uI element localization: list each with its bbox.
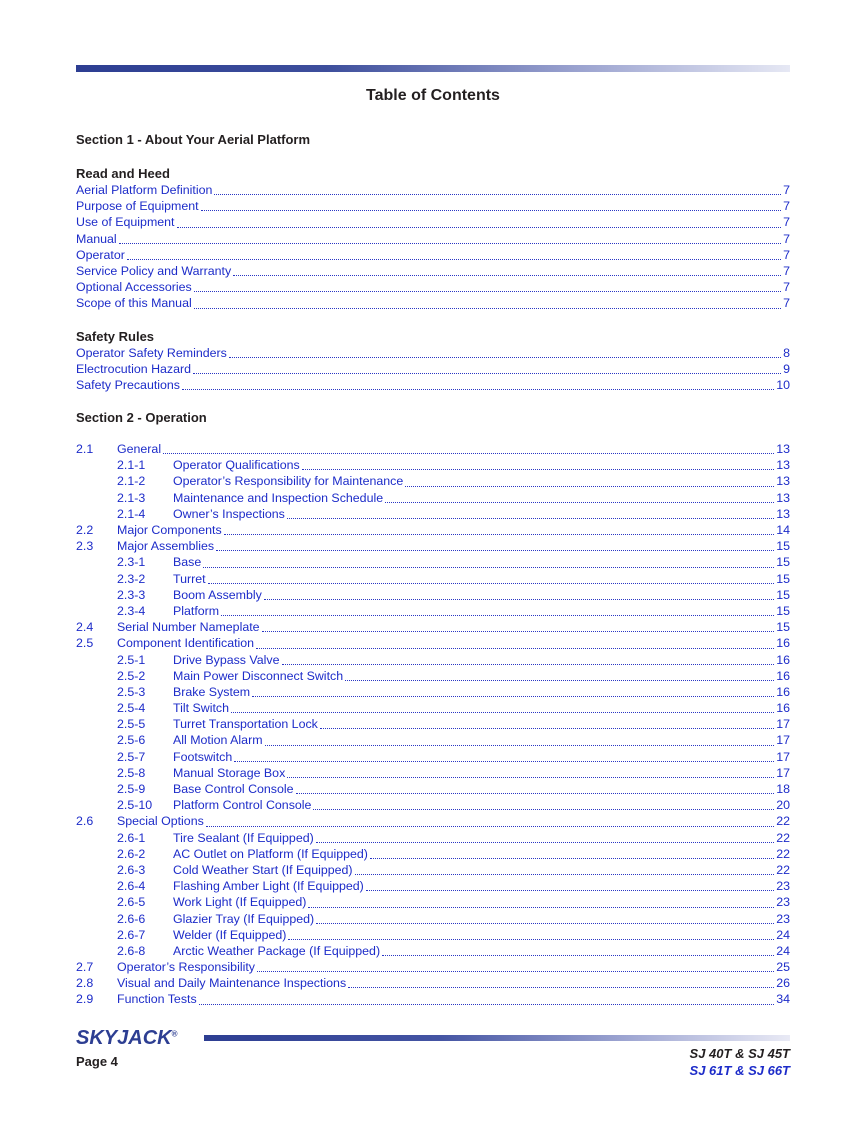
entry-label[interactable]: Manual	[76, 231, 117, 246]
entry-page[interactable]: 25	[776, 960, 790, 975]
dot-leader	[382, 954, 774, 956]
section-heading: Section 1 - About Your Aerial Platform	[76, 132, 311, 147]
entry-number: 2.6-3	[117, 862, 146, 877]
toc-entry[interactable]	[76, 991, 790, 1007]
entry-page[interactable]: 7	[783, 183, 790, 197]
entry-page[interactable]: 16	[776, 668, 790, 683]
dot-leader	[308, 906, 774, 908]
entry-page[interactable]: 10	[776, 377, 790, 392]
entry-page[interactable]: 8	[783, 345, 790, 360]
entry-number: 2.5-8	[117, 765, 146, 780]
model-line-2: SJ 61T & SJ 66T	[689, 1063, 790, 1078]
entry-label[interactable]: Operator’s Responsibility for Maintenance	[173, 474, 404, 489]
logo-text: SKYJACK	[76, 1027, 172, 1049]
dot-leader	[282, 663, 775, 665]
entry-label[interactable]: Function Tests	[117, 992, 197, 1007]
toc	[76, 131, 790, 1008]
dot-leader	[194, 307, 781, 309]
toc-entry[interactable]	[76, 878, 790, 894]
entry-page[interactable]: 13	[776, 474, 790, 489]
entry-page[interactable]: 7	[783, 263, 790, 278]
entry-label[interactable]: Base Control Console	[173, 782, 294, 796]
toc-entry[interactable]	[76, 765, 790, 781]
entry-number: 2.6-7	[117, 927, 146, 942]
entry-label[interactable]: Footswitch	[173, 749, 233, 764]
entry-page[interactable]: 17	[776, 717, 790, 732]
entry-label[interactable]: Base	[173, 555, 202, 570]
entry-page[interactable]: 15	[776, 587, 790, 602]
dot-leader	[194, 290, 781, 292]
entry-label[interactable]: Tilt Switch	[173, 701, 229, 716]
entry-page[interactable]: 20	[776, 798, 790, 813]
section-heading: Section 2 - Operation	[76, 410, 207, 426]
entry-number: 2.5-3	[117, 684, 146, 699]
dot-leader	[257, 970, 774, 972]
toc-entry[interactable]	[76, 830, 790, 846]
dot-leader	[256, 647, 774, 649]
dot-leader	[287, 776, 774, 778]
entry-number: 2.5-2	[117, 668, 146, 683]
entry-number: 2.5-1	[117, 652, 146, 667]
entry-label[interactable]: Electrocution Hazard	[76, 361, 192, 376]
entry-number: 2.6-4	[117, 879, 146, 894]
toc-entry[interactable]	[76, 554, 790, 570]
entry-number: 2.2	[76, 523, 94, 537]
entry-number: 2.7	[76, 960, 94, 975]
toc-entry[interactable]	[76, 975, 790, 991]
entry-label[interactable]: Main Power Disconnect Switch	[173, 668, 344, 683]
dot-leader	[231, 711, 774, 713]
toc-entry[interactable]	[76, 279, 790, 295]
entry-page[interactable]: 15	[776, 555, 790, 570]
dot-leader	[288, 938, 774, 940]
toc-entry[interactable]	[76, 361, 790, 377]
dot-leader	[355, 873, 775, 875]
section2-entries	[76, 441, 790, 1008]
entry-label[interactable]: Turret Transportation Lock	[173, 717, 318, 732]
entry-label[interactable]: Serial Number Nameplate	[117, 620, 260, 635]
toc-entry[interactable]	[76, 457, 790, 473]
entry-label[interactable]: Flashing Amber Light (If Equipped)	[173, 879, 364, 894]
entry-number: 2.3-1	[117, 555, 146, 570]
entry-page[interactable]: 7	[783, 215, 790, 230]
entry-number: 2.1-3	[117, 490, 146, 505]
dot-leader	[221, 614, 774, 616]
entry-label[interactable]: Owner’s Inspections	[173, 506, 285, 521]
dot-leader	[296, 792, 775, 794]
page-title: Table of Contents	[366, 87, 500, 104]
entry-page[interactable]: 24	[776, 927, 790, 942]
toc-entry[interactable]	[76, 214, 790, 230]
dot-leader	[199, 1003, 775, 1005]
dot-leader	[366, 889, 774, 891]
toc-entry[interactable]	[76, 198, 790, 214]
dot-leader	[234, 760, 774, 762]
entry-page[interactable]: 22	[776, 846, 790, 861]
entry-label[interactable]: Turret	[173, 571, 206, 586]
entry-number: 2.6-1	[117, 830, 146, 845]
entry-page[interactable]: 22	[776, 830, 790, 845]
entry-label[interactable]: Operator Safety Reminders	[76, 345, 227, 360]
entry-label[interactable]: Scope of this Manual	[76, 296, 192, 311]
toc-entry[interactable]	[76, 490, 790, 506]
entry-page[interactable]: 13	[776, 490, 790, 505]
entry-label[interactable]: Platform Control Console	[173, 798, 312, 813]
toc-entry[interactable]	[76, 441, 790, 457]
logo-mark: ®	[171, 1029, 178, 1039]
entry-page[interactable]: 15	[776, 539, 790, 554]
toc-entry[interactable]	[76, 894, 790, 910]
entry-label[interactable]: AC Outlet on Platform (If Equipped)	[173, 846, 368, 861]
dot-leader	[385, 501, 774, 503]
dot-leader	[182, 388, 774, 390]
toc-entry[interactable]	[76, 619, 790, 635]
toc-entry[interactable]	[76, 652, 790, 668]
entry-number: 2.3-2	[117, 571, 146, 586]
toc-entry[interactable]	[76, 781, 790, 797]
toc-entry[interactable]	[76, 522, 790, 538]
dot-leader	[370, 857, 774, 859]
dot-leader	[214, 193, 781, 195]
dot-leader	[287, 517, 774, 519]
toc-entry[interactable]	[76, 700, 790, 716]
entry-label[interactable]: Major Components	[117, 523, 222, 537]
entry-page[interactable]: 24	[776, 943, 790, 958]
toc-entry[interactable]	[76, 263, 790, 279]
dot-leader	[201, 209, 781, 211]
entry-page[interactable]: 26	[776, 976, 790, 991]
footer-rule	[204, 1035, 790, 1041]
toc-entry[interactable]	[76, 668, 790, 684]
entry-number: 2.5-10	[117, 798, 153, 813]
entry-page[interactable]: 23	[776, 879, 790, 894]
entry-label[interactable]: Visual and Daily Maintenance Inspections	[117, 976, 347, 991]
entry-label[interactable]: Glazier Tray (If Equipped)	[173, 911, 315, 926]
entry-page[interactable]: 14	[776, 523, 790, 537]
entry-label[interactable]: Work Light (If Equipped)	[173, 895, 307, 910]
entry-label[interactable]: Safety Precautions	[76, 377, 181, 392]
toc-entry[interactable]	[76, 862, 790, 878]
toc-entry[interactable]	[76, 247, 790, 263]
entry-page[interactable]: 7	[783, 296, 790, 311]
entry-number: 2.5-4	[117, 701, 146, 716]
entry-label[interactable]: Drive Bypass Valve	[173, 652, 280, 667]
entry-label[interactable]: Platform	[173, 603, 220, 618]
dot-leader	[252, 695, 774, 697]
toc-entry[interactable]	[76, 943, 790, 959]
entry-label[interactable]: Tire Sealant (If Equipped)	[173, 830, 314, 845]
toc-entry[interactable]	[76, 927, 790, 943]
entry-number: 2.6-5	[117, 895, 146, 910]
entry-page[interactable]: 23	[776, 911, 790, 926]
entry-page[interactable]: 17	[776, 733, 790, 748]
dot-leader	[163, 452, 774, 454]
entry-label[interactable]: Maintenance and Inspection Schedule	[173, 490, 384, 505]
toc-entry[interactable]	[76, 506, 790, 522]
entry-page[interactable]: 15	[776, 603, 790, 618]
entry-number: 2.6-2	[117, 846, 146, 861]
toc-entry[interactable]	[76, 345, 790, 361]
dot-leader	[262, 630, 775, 632]
toc-entry[interactable]	[76, 538, 790, 554]
dot-leader	[203, 566, 774, 568]
entry-number: 2.3	[76, 539, 94, 554]
entry-number: 2.6	[76, 814, 94, 829]
entry-number: 2.4	[76, 620, 94, 635]
entry-label[interactable]: Boom Assembly	[173, 587, 262, 602]
entry-label[interactable]: Operator’s Responsibility	[117, 960, 255, 975]
dot-leader	[348, 986, 774, 988]
dot-leader	[345, 679, 774, 681]
toc-entry[interactable]	[76, 587, 790, 603]
entry-number: 2.1-1	[117, 458, 146, 473]
toc-entry[interactable]	[76, 749, 790, 765]
toc-entry[interactable]	[76, 571, 790, 587]
entry-page[interactable]: 16	[776, 701, 790, 716]
dot-leader	[264, 598, 774, 600]
entry-label[interactable]: Aerial Platform Definition	[76, 183, 213, 197]
entry-label[interactable]: Operator Qualifications	[173, 458, 300, 473]
toc-entry[interactable]	[76, 911, 790, 927]
section1-groups	[76, 165, 790, 409]
entry-page[interactable]: 16	[776, 636, 790, 651]
entry-label[interactable]: Service Policy and Warranty	[76, 263, 232, 278]
toc-entry[interactable]	[76, 182, 790, 198]
toc-entry[interactable]	[76, 295, 790, 311]
page-number: Page 4	[76, 1054, 118, 1069]
entry-page[interactable]: 7	[783, 231, 790, 246]
entry-page[interactable]: 7	[783, 199, 790, 214]
entry-label[interactable]: Arctic Weather Package (If Equipped)	[173, 943, 381, 958]
entry-page[interactable]: 16	[776, 652, 790, 667]
entry-label[interactable]: Special Options	[117, 814, 204, 829]
entry-number: 2.5-5	[117, 717, 146, 732]
entry-number: 2.5-7	[117, 749, 146, 764]
header-rule	[76, 65, 790, 72]
toc-entry[interactable]	[76, 732, 790, 748]
entry-number: 2.3-4	[117, 603, 146, 618]
entry-number: 2.6-8	[117, 943, 146, 958]
entry-page[interactable]: 15	[776, 571, 790, 586]
entry-page[interactable]: 13	[776, 506, 790, 521]
entry-page[interactable]: 13	[776, 442, 790, 457]
entry-label[interactable]: Major Assemblies	[117, 539, 215, 554]
entry-number: 2.3-3	[117, 587, 146, 602]
entry-label[interactable]: All Motion Alarm	[173, 733, 263, 748]
toc-entry[interactable]	[76, 846, 790, 862]
toc-entry[interactable]	[76, 473, 790, 489]
toc-entry[interactable]	[76, 231, 790, 247]
entry-label[interactable]: General	[117, 442, 162, 457]
toc-entry[interactable]	[76, 377, 790, 393]
skyjack-logo	[76, 1027, 177, 1050]
entry-label[interactable]: Cold Weather Start (If Equipped)	[173, 862, 353, 877]
dot-leader	[320, 727, 774, 729]
toc-entry[interactable]	[76, 797, 790, 813]
toc-entry[interactable]	[76, 959, 790, 975]
entry-page[interactable]: 9	[783, 361, 790, 376]
dot-leader	[127, 258, 781, 260]
entry-label[interactable]: Use of Equipment	[76, 215, 175, 230]
entry-page[interactable]: 18	[776, 782, 790, 796]
entry-number: 2.1	[76, 442, 94, 457]
entry-page[interactable]: 13	[776, 458, 790, 473]
entry-page[interactable]: 22	[776, 814, 790, 829]
entry-page[interactable]: 17	[776, 749, 790, 764]
entry-page[interactable]: 15	[776, 620, 790, 635]
entry-label[interactable]: Manual Storage Box	[173, 765, 286, 780]
entry-number: 2.1-4	[117, 506, 146, 521]
dot-leader	[302, 468, 774, 470]
dot-leader	[208, 582, 775, 584]
entry-page[interactable]: 17	[776, 765, 790, 780]
toc-entry[interactable]	[76, 684, 790, 700]
dot-leader	[316, 922, 774, 924]
group-heading: Safety Rules	[76, 328, 155, 344]
dot-leader	[177, 226, 782, 228]
dot-leader	[316, 841, 774, 843]
entry-page[interactable]: 22	[776, 862, 790, 877]
toc-entry[interactable]	[76, 635, 790, 651]
dot-leader	[405, 485, 774, 487]
entry-number: 2.5	[76, 636, 94, 651]
entry-label[interactable]: Brake System	[173, 684, 251, 699]
entry-page[interactable]: 16	[776, 684, 790, 699]
dot-leader	[193, 372, 781, 374]
dot-leader	[119, 242, 781, 244]
toc-entry[interactable]	[76, 716, 790, 732]
dot-leader	[224, 533, 775, 535]
dot-leader	[216, 549, 774, 551]
dot-leader	[265, 744, 775, 746]
entry-label[interactable]: Operator	[76, 247, 125, 262]
toc-entry[interactable]	[76, 813, 790, 829]
entry-label[interactable]: Optional Accessories	[76, 280, 192, 295]
toc-entry[interactable]	[76, 603, 790, 619]
entry-number: 2.8	[76, 976, 94, 991]
model-line-1: SJ 40T & SJ 45T	[689, 1046, 790, 1061]
entry-page[interactable]: 34	[776, 992, 790, 1007]
entry-page[interactable]: 7	[783, 280, 790, 295]
entry-number: 2.6-6	[117, 911, 146, 926]
entry-label[interactable]: Welder (If Equipped)	[173, 927, 287, 942]
entry-page[interactable]: 23	[776, 895, 790, 910]
entry-number: 2.1-2	[117, 474, 146, 489]
dot-leader	[206, 825, 774, 827]
entry-page[interactable]: 7	[783, 247, 790, 262]
entry-label[interactable]: Component Identification	[117, 636, 255, 651]
dot-leader	[229, 356, 781, 358]
entry-number: 2.5-9	[117, 782, 146, 796]
entry-label[interactable]: Purpose of Equipment	[76, 199, 199, 214]
group-heading: Read and Heed	[76, 166, 170, 181]
entry-number: 2.9	[76, 992, 94, 1007]
dot-leader	[233, 274, 781, 276]
entry-number: 2.5-6	[117, 733, 146, 748]
dot-leader	[313, 808, 774, 810]
